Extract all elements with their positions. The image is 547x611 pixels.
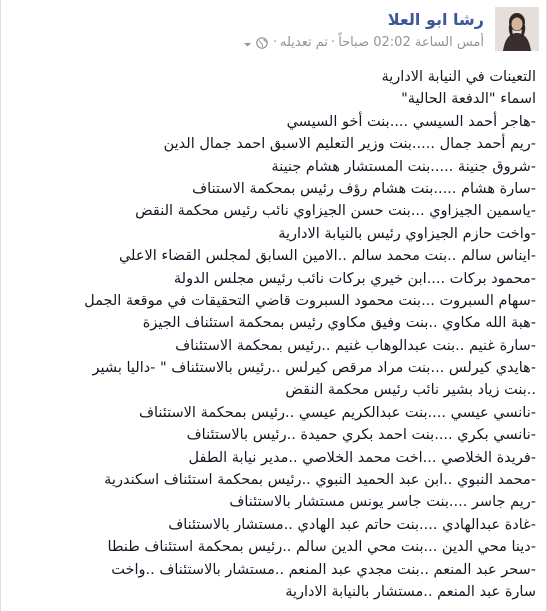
post-text-line: -محمود بركات ....ابن خيري بركات نائب رئيس مجلس الدولة (173, 270, 536, 287)
author-name-link[interactable]: رشا ابو العلا (387, 10, 484, 29)
post-subtitle-line: اسماء "الدفعة الحالية" (401, 91, 536, 108)
post-text-line: -ياسمين الجيزاوي ...بنت حسن الجيزاوي نائب رئيس محكمة النقض (135, 203, 536, 220)
post-text-line: -سارة غنيم ..بنت عبدالوهاب غنيم ..رئيس بمحكمة الاستئناف (175, 337, 536, 354)
post-text-line: سارة عبد المنعم ..مستشار بالنيابة الادارية (285, 583, 536, 600)
globe-icon[interactable] (256, 37, 268, 49)
author-avatar[interactable] (495, 7, 539, 51)
post-text-line: -هبة الله مكاوي ..بنت وفيق مكاوي رئيس بمحكمة استئناف الجيزة (142, 315, 536, 332)
post-text-line: -غادة عبدالهادي ....بنت حاتم عبد الهادي ..مستشار بالاستئناف (168, 516, 536, 533)
post-text-line: -نانسي بكري ....بنت احمد بكري حميدة ..رئيس بالاستئناف (186, 427, 536, 444)
edited-link[interactable]: تم تعديله (280, 35, 329, 50)
post-text-line: -سحر عبد المنعم ..بنت مجدي عبد المنعم ..مستشار بالاستئناف ..واخت (111, 561, 536, 578)
post-text-line: -هايدي كيرلس ...بنت مراد مرقص كيرلس ..رئيس بالاستئناف " -داليا بشير (92, 360, 536, 377)
post-body (13, 66, 536, 603)
post-text-line: -هاجر أحمد السيسي ....بنت أخو السيسي (286, 113, 536, 130)
post-meta (11, 35, 484, 50)
post-text-line: ..بنت زياد بشير نائب رئيس محكمة النقض (285, 382, 536, 399)
caret-down-icon[interactable] (243, 38, 252, 47)
post-timestamp-link[interactable]: أمس الساعة 02:02 صباحاً (338, 35, 484, 50)
post-text-line: -شروق جنينة .....بنت المستشار هشام جنينة (271, 158, 536, 175)
post-text-line: -سهام السبروت ...بنت محمود السبروت قاضي التحقيقات في موقعة الجمل (84, 292, 536, 309)
post-header (11, 9, 484, 50)
profile-photo (495, 7, 539, 51)
meta-separator: · (331, 35, 336, 50)
post-text-line: -ريم أحمد جمال .....بنت وزير التعليم الاسبق احمد جمال الدين (163, 136, 536, 153)
meta-separator: · (272, 35, 278, 50)
post-text-line: -واخت حازم الجيزاوي رئيس بالنيابة الادارية (278, 225, 536, 242)
post-text-line: -نانسي عيسي ....بنت عبدالكريم عيسي ..رئيس بمحكمة الاستئناف (138, 404, 536, 421)
post-text-line: -ريم جاسر ....بنت جاسر يونس مستشار بالاستئناف (229, 494, 536, 511)
post-title-line: التعينات في النيابة الادارية (381, 69, 536, 85)
post-text-line: -فريدة الخلاصي ...اخت محمد الخلاصي ..مدير نيابة الطفل (188, 449, 536, 466)
post-text-line: -دينا محي الدين ...بنت محي الدين سالم ..رئيس بمحكمة استئناف طنطا (107, 539, 536, 556)
post-text-line: -محمد النبوي ..ابن عبد الحميد النبوي ..رئيس بمحكمة استئناف اسكندرية (104, 472, 536, 489)
post-text-line: -سارة هشام .....بنت هشام رؤف رئيس بمحكمة الاستناف (192, 180, 536, 197)
post-text-line: -ايناس سالم ..بنت محمد سالم ..الامين السابق لمجلس القضاء الاعلي (118, 248, 536, 265)
